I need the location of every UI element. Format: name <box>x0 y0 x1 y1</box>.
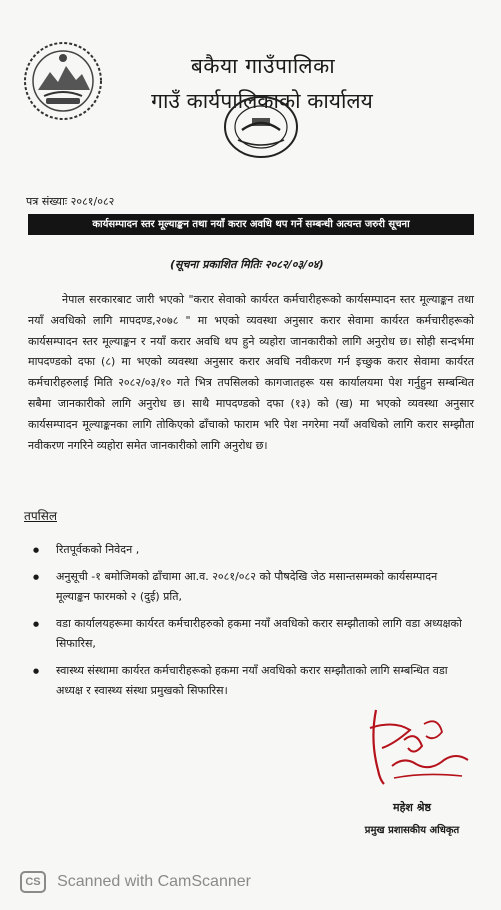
signatory-title: प्रमुख प्रशासकीय अधिकृत <box>364 825 460 836</box>
list-item: ● स्वास्थ्य संस्थामा कार्यरत कर्मचारीहरूको हकमा नयाँ अवधिको करार सम्झौताको लागि सम्बन्धित वडा अध्यक्ष र स्वास्थ्य संस्था प्रमुखको सिफारिस। <box>28 661 474 702</box>
reference-label: पत्र संख्याः <box>26 195 68 208</box>
camscanner-watermark <box>20 871 251 893</box>
handwritten-signature-icon <box>364 700 476 792</box>
list-item: ● रितपूर्वकको निवेदन , <box>28 540 474 561</box>
notice-body: नेपाल सरकारबाट जारी भएको "करार सेवाको कार्यरत कर्मचारीहरूको कार्यसम्पादन स्तर मूल्याङ्कन तथा नयाँ अवधिको लागि मापदण्ड,२०७८ " मा भएको व्यवस्था अनुसार करार सेवामा कार्यरत कर्मचारीहरूको कार्यसम्पादन स्तर मूल्याङ्कन र नयाँ करार अवधि थप हुने व्यहोरा जानकारीको लागि अनुरोध छ। सोही सन्दर्भमा मापदण्डको दफा (८) मा भएको व्यवस्था अनुसार करार अवधि नवीकरण गर्न इच्छुक करार सेवामा कार्यरत कर्मचारीहरुलाई मिति २०८२/०३/१० गते भित्र तपसिलको कागजातहरू यस कार्यालयमा पेश गर्नुहुन सम्बन्धित सबैमा जानकारीको लागि अनुरोध छ। साथै मापदण्डको दफा (१३) को (ख) मा भएको व्यवस्था अनुसार कार्यसम्पादन मूल्याङ्कनका लागि तोकिएको ढाँचाको फाराम भरि पेश नगरेमा नयाँ अवधिको लागि करार सम्झौता नवीकरण नगरिने व्यहोरा समेत जानकारीको लागि अनुरोध छ। <box>28 293 474 452</box>
nepal-government-emblem-icon <box>22 40 104 122</box>
letterhead-office-name: गाउँ कार्यपालिकाको कार्यालय <box>151 89 373 113</box>
subject-banner: कार्यसम्पादन स्तर मूल्याङ्कन तथा नयाँ करार अवधि थप गर्ने सम्बन्धी अत्यन्त जरुरी सूचना <box>28 214 474 235</box>
list-item: ● वडा कार्यालयहरूमा कार्यरत कर्मचारीहरुको हकमा नयाँ अवधिको करार सम्झौताको लागि वडा अध्यक्षको सिफारिस, <box>28 614 474 655</box>
publication-date: (सूचना प्रकाशित मितिः २०८२/०३/०४) <box>170 258 324 271</box>
signatory-name: महेश श्रेष्ठ <box>393 801 431 814</box>
camscanner-logo-icon: CS <box>20 871 46 893</box>
reference-number <box>26 194 114 209</box>
round-office-stamp-icon <box>222 94 300 160</box>
list-item: ● अनुसूची -१ बमोजिमको ढाँचामा आ.व. २०८१/०८२ को पौषदेखि जेठ मसान्तसम्मको कार्यसम्पादन मूल्याङ्कन फारमको २ (दुई) प्रति, <box>28 567 474 608</box>
letterhead-municipality-name: बकैया गाउँपालिका <box>190 54 336 78</box>
document-checklist <box>28 540 474 708</box>
watermark-text: Scanned with CamScanner <box>57 873 251 890</box>
reference-value: २०८१/०८२ <box>70 195 115 208</box>
tapasil-heading: तपसिल <box>24 509 58 523</box>
